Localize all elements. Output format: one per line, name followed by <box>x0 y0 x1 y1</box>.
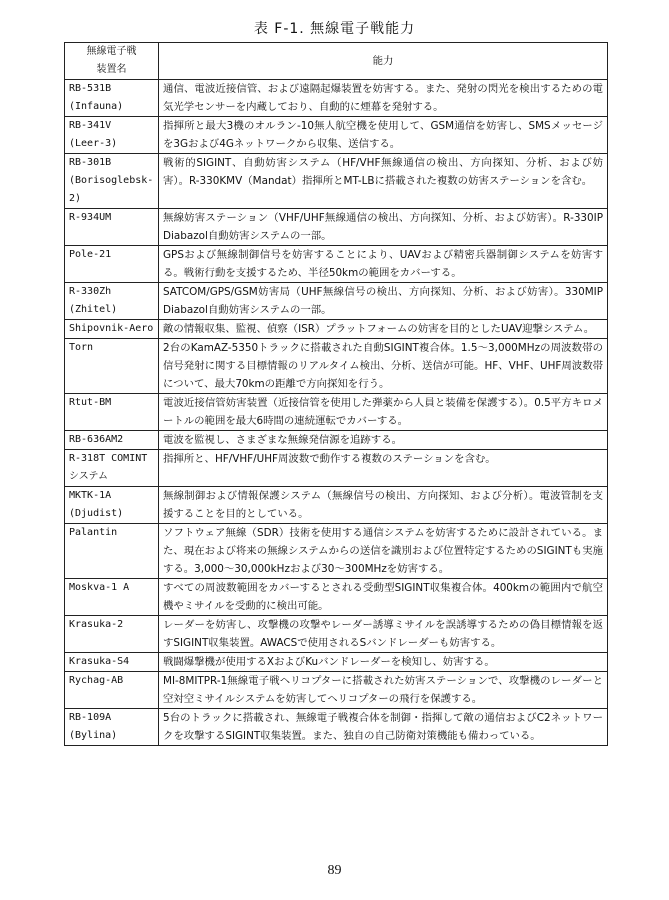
device-name-cell: Krasuka-2 <box>65 616 159 653</box>
device-name-cell: RB-341V (Leer-3) <box>65 117 159 154</box>
device-name-cell: Pole-21 <box>65 246 159 283</box>
table-caption: 表 F-1. 無線電子戦能力 <box>253 21 416 37</box>
table-row <box>65 283 608 320</box>
capability-cell: ソフトウェア無線（SDR）技術を使用する通信システムを妨害するために設計されている。また、現在および将来の無線システムからの送信を識別および位置特定するためのSIGINTも実施する。3,000～30,000kHzおよび30～300MHzを妨害する。 <box>159 524 608 579</box>
device-name-cell: R-330Zh (Zhitel) <box>65 283 159 320</box>
device-name-cell: Rtut-BM <box>65 394 159 431</box>
device-name-cell: MKTK-1A (Djudist) <box>65 487 159 524</box>
device-name-cell: Moskva-1 A <box>65 579 159 616</box>
capability-cell: 2台のKamAZ-5350トラックに搭載された自動SIGINT複合体。1.5～3,000MHzの周波数帯の信号発射に関する目標情報のリアルタイム検出、分析、送信が可能。HF、VHF、UHF周波数帯について、最大70kmの距離で方向探知を行う。 <box>159 339 608 394</box>
table-row <box>65 320 608 339</box>
device-name-cell: Rychag-AB <box>65 672 159 709</box>
capability-cell: SATCOM/GPS/GSM妨害局（UHF無線信号の検出、方向探知、分析、および妨害）。330MIP Diabazol自動妨害システムの一部。 <box>159 283 608 320</box>
capability-cell: 戦術的SIGINT、自動妨害システム（HF/VHF無線通信の検出、方向探知、分析、および妨害）。R-330KMV（Mandat）指揮所とMT-LBに搭載された複数の妨害ステーションを含む。 <box>159 154 608 209</box>
table-row <box>65 209 608 246</box>
table-row <box>65 579 608 616</box>
header-device-name: 無線電子戦 装置名 <box>65 43 159 80</box>
table-header-row <box>65 43 608 80</box>
capability-cell: 5台のトラックに搭載され、無線電子戦複合体を制御・指揮して敵の通信およびC2ネットワークを攻撃するSIGINT収集装置。また、独自の自己防衛対策機能も備わっている。 <box>159 709 608 746</box>
table-row <box>65 616 608 653</box>
table-row <box>65 524 608 579</box>
ew-capabilities-table <box>64 42 608 746</box>
table-row <box>65 154 608 209</box>
capability-cell: レーダーを妨害し、攻撃機の攻撃やレーダー誘導ミサイルを誤誘導するための偽目標情報を返すSIGINT収集装置。AWACSで使用されるSバンドレーダーも妨害する。 <box>159 616 608 653</box>
table-row <box>65 394 608 431</box>
capability-cell: 電波を監視し、さまざまな無線発信源を追跡する。 <box>159 431 608 450</box>
table-row <box>65 339 608 394</box>
capability-cell: 通信、電波近接信管、および遠隔起爆装置を妨害する。また、発射の閃光を検出するための電気光学センサーを内蔵しており、自動的に煙幕を発射する。 <box>159 80 608 117</box>
table-row <box>65 487 608 524</box>
capability-cell: 電波近接信管妨害装置（近接信管を使用した弾薬から人員と装備を保護する）。0.5平方キロメートルの範囲を最大6時間の連続運転でカバーする。 <box>159 394 608 431</box>
device-name-cell: R-318T COMINT システム <box>65 450 159 487</box>
capability-cell: 指揮所と、HF/VHF/UHF周波数で動作する複数のステーションを含む。 <box>159 450 608 487</box>
capability-cell: 指揮所と最大3機のオルラン-10無人航空機を使用して、GSM通信を妨害し、SMSメッセージを3Gおよび4Gネットワークから収集、送信する。 <box>159 117 608 154</box>
capability-cell: 無線妨害ステーション（VHF/UHF無線通信の検出、方向探知、分析、および妨害）。R-330IP Diabazol自動妨害システムの一部。 <box>159 209 608 246</box>
table-row <box>65 672 608 709</box>
capability-cell: 戦闘爆撃機が使用するXおよびKuバンドレーダーを検知し、妨害する。 <box>159 653 608 672</box>
table-row <box>65 431 608 450</box>
capability-cell: GPSおよび無線制御信号を妨害することにより、UAVおよび精密兵器制御システムを妨害する。戦術行動を支援するため、半径50kmの範囲をカバーする。 <box>159 246 608 283</box>
device-name-cell: RB-109A (Bylina) <box>65 709 159 746</box>
table-row <box>65 653 608 672</box>
capability-cell: MI-8MITPR-1無線電子戦ヘリコプターに搭載された妨害ステーションで、攻撃機のレーダーと空対空ミサイルシステムを妨害してヘリコプターの飛行を保護する。 <box>159 672 608 709</box>
device-name-cell: RB-636AM2 <box>65 431 159 450</box>
table-row <box>65 117 608 154</box>
capability-cell: すべての周波数範囲をカバーするとされる受動型SIGINT収集複合体。400kmの範囲内で航空機やミサイルを受動的に検出可能。 <box>159 579 608 616</box>
device-name-cell: Shipovnik-Aero <box>65 320 159 339</box>
device-name-cell: Krasuka-S4 <box>65 653 159 672</box>
page-number: 89 <box>327 863 342 878</box>
table-row <box>65 246 608 283</box>
device-name-cell: RB-531B (Infauna) <box>65 80 159 117</box>
table-row <box>65 450 608 487</box>
capability-cell: 敵の情報収集、監視、偵察（ISR）プラットフォームの妨害を目的としたUAV迎撃システム。 <box>159 320 608 339</box>
device-name-cell: RB-301B (Borisoglebsk-2) <box>65 154 159 209</box>
device-name-cell: R-934UM <box>65 209 159 246</box>
header-capability: 能力 <box>159 43 608 80</box>
capability-cell: 無線制御および情報保護システム（無線信号の検出、方向探知、および分析）。電波管制を支援することを目的としている。 <box>159 487 608 524</box>
table-row <box>65 709 608 746</box>
device-name-cell: Torn <box>65 339 159 394</box>
device-name-cell: Palantin <box>65 524 159 579</box>
table-row <box>65 80 608 117</box>
